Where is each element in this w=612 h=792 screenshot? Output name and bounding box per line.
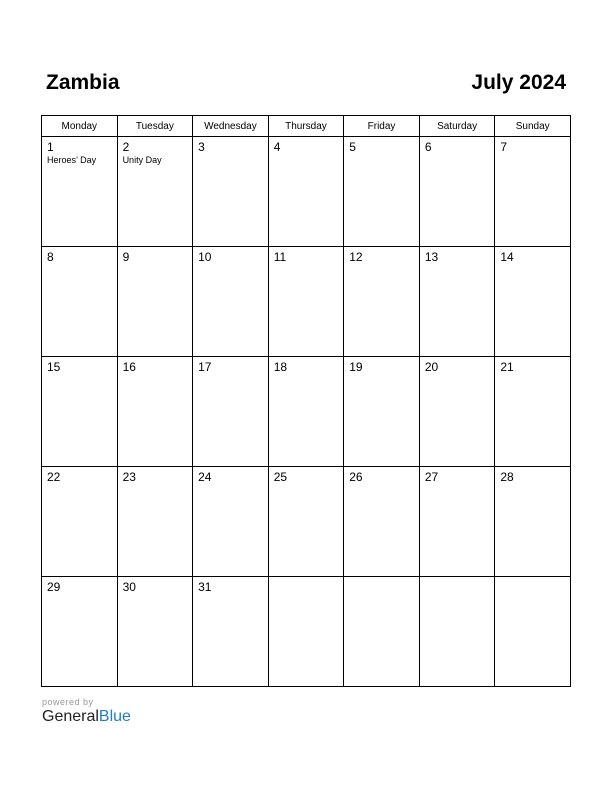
day-cell bbox=[268, 357, 344, 467]
day-number: 23 bbox=[122, 470, 136, 484]
day-cell bbox=[268, 467, 344, 577]
day-cell bbox=[495, 137, 571, 247]
day-cell bbox=[117, 247, 193, 357]
day-number bbox=[269, 577, 344, 581]
day-cell bbox=[268, 137, 344, 247]
day-cell bbox=[117, 467, 193, 577]
day-cell bbox=[419, 357, 495, 467]
day-cell bbox=[495, 577, 571, 687]
calendar-body bbox=[42, 137, 571, 687]
day-cell bbox=[193, 247, 269, 357]
month-year-title: July 2024 bbox=[471, 71, 566, 94]
footer-branding bbox=[42, 697, 131, 726]
day-number bbox=[420, 577, 495, 581]
day-number: 31 bbox=[198, 580, 212, 594]
day-number: 18 bbox=[273, 360, 288, 374]
weekday-header: Friday bbox=[344, 116, 420, 137]
day-number bbox=[344, 577, 419, 581]
day-number: 26 bbox=[349, 470, 363, 484]
day-cell bbox=[344, 137, 420, 247]
day-number: 17 bbox=[198, 360, 212, 374]
day-number: 29 bbox=[47, 580, 61, 594]
day-cell bbox=[419, 577, 495, 687]
generalblue-logo bbox=[42, 708, 131, 726]
day-cell bbox=[193, 137, 269, 247]
day-number: 7 bbox=[500, 140, 508, 154]
day-number bbox=[495, 577, 570, 581]
day-cell bbox=[344, 577, 420, 687]
day-cell bbox=[117, 577, 193, 687]
day-number: 14 bbox=[500, 250, 514, 264]
day-number: 9 bbox=[122, 250, 130, 264]
weekday-header: Saturday bbox=[419, 116, 495, 137]
day-cell bbox=[268, 577, 344, 687]
day-number: 6 bbox=[424, 140, 432, 154]
weekday-header-row bbox=[42, 116, 571, 137]
day-cell bbox=[419, 247, 495, 357]
weekday-header: Monday bbox=[42, 116, 118, 137]
day-cell bbox=[42, 137, 118, 247]
week-row bbox=[42, 137, 571, 247]
weekday-header: Tuesday bbox=[117, 116, 193, 137]
day-cell bbox=[117, 137, 193, 247]
day-cell bbox=[42, 577, 118, 687]
day-number: 30 bbox=[122, 580, 136, 594]
powered-by-text: powered by bbox=[42, 697, 94, 707]
day-number: 5 bbox=[349, 140, 356, 154]
day-cell bbox=[193, 467, 269, 577]
day-number: 22 bbox=[47, 470, 61, 484]
day-cell bbox=[42, 247, 118, 357]
holiday-label: Heroes’ Day bbox=[47, 155, 97, 165]
day-cell bbox=[268, 247, 344, 357]
calendar-grid bbox=[41, 115, 571, 687]
day-number: 15 bbox=[47, 360, 61, 374]
brand-blue-text: Blue bbox=[98, 708, 131, 725]
day-number: 2 bbox=[122, 140, 130, 154]
day-number: 27 bbox=[424, 470, 439, 484]
day-number: 19 bbox=[349, 360, 363, 374]
day-number: 8 bbox=[47, 250, 54, 264]
weekday-header: Wednesday bbox=[193, 116, 269, 137]
brand-general-text: General bbox=[42, 708, 99, 725]
day-number: 11 bbox=[273, 250, 287, 264]
day-number: 25 bbox=[273, 470, 288, 484]
week-row bbox=[42, 247, 571, 357]
day-cell bbox=[193, 357, 269, 467]
week-row bbox=[42, 577, 571, 687]
day-number: 12 bbox=[349, 250, 363, 264]
day-number: 3 bbox=[198, 140, 205, 154]
day-number: 13 bbox=[424, 250, 439, 264]
holiday-label: Unity Day bbox=[122, 155, 162, 165]
day-number: 20 bbox=[424, 360, 439, 374]
day-cell bbox=[419, 467, 495, 577]
day-cell bbox=[495, 357, 571, 467]
country-title: Zambia bbox=[46, 71, 120, 94]
day-number: 1 bbox=[47, 140, 54, 154]
day-cell bbox=[495, 247, 571, 357]
day-cell bbox=[344, 467, 420, 577]
week-row bbox=[42, 467, 571, 577]
weekday-header: Sunday bbox=[495, 116, 571, 137]
day-cell bbox=[42, 467, 118, 577]
day-number: 10 bbox=[198, 250, 212, 264]
day-number: 21 bbox=[500, 360, 514, 374]
day-number: 16 bbox=[122, 360, 136, 374]
day-cell bbox=[193, 577, 269, 687]
day-cell bbox=[117, 357, 193, 467]
week-row bbox=[42, 357, 571, 467]
day-number: 24 bbox=[198, 470, 212, 484]
day-cell bbox=[419, 137, 495, 247]
day-cell bbox=[344, 357, 420, 467]
weekday-header: Thursday bbox=[268, 116, 344, 137]
day-cell bbox=[495, 467, 571, 577]
day-cell bbox=[344, 247, 420, 357]
day-cell bbox=[42, 357, 118, 467]
day-number: 4 bbox=[273, 140, 281, 154]
day-number: 28 bbox=[500, 470, 514, 484]
